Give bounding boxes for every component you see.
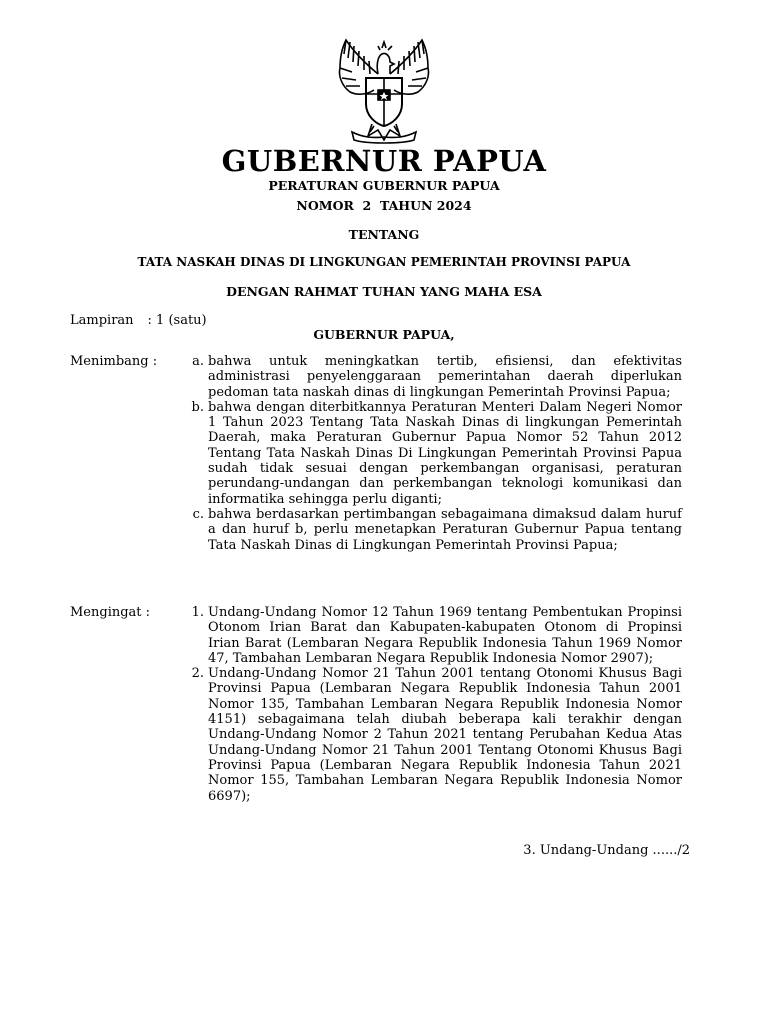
list-item: [178, 507, 682, 553]
item-marker: c.: [192, 506, 204, 522]
item-text: bahwa berdasarkan pertimbangan sebagaimana dimaksud dalam huruf a dan huruf b, perlu menetapkan Peraturan Gubernur Papua tentang Tata Naskah Dinas di Lingkungan Pemerintah Provinsi Papua;: [208, 506, 682, 553]
mengingat-list: [178, 605, 682, 804]
list-item: [178, 354, 682, 400]
item-marker: b.: [191, 399, 204, 415]
menimbang-list: [178, 354, 682, 553]
item-text: bahwa dengan diterbitkannya Peraturan Menteri Dalam Negeri Nomor 1 Tahun 2023 Tentang Tata Naskah Dinas di lingkungan Pemerintah Daerah, maka Peraturan Gubernur Papua Nomor 52 Tahun 2012 Tentang Tata Naskah Dinas Di Lingkungan Pemerintah Provinsi Papua sudah tidak sesuai dengan perkembangan organisasi, peraturan perundang-undangan dan perkembangan teknologi komunikasi dan informatika sehingga perlu diganti;: [208, 399, 682, 507]
attachment-line: [70, 313, 207, 328]
document-title: GUBERNUR PAPUA: [221, 144, 547, 178]
item-text: Undang-Undang Nomor 12 Tahun 1969 tentang Pembentukan Propinsi Otonom Irian Barat dan Kabupaten-kabupaten Otonom di Propinsi Irian Barat (Lembaran Negara Republik Indonesia Tahun 1969 Nomor 47, Tambahan Lembaran Negara Republik Indonesia Nomor 2907);: [208, 605, 682, 666]
regulation-subject: TATA NASKAH DINAS DI LINGKUNGAN PEMERINTAH PROVINSI PAPUA: [137, 255, 631, 269]
item-marker: 1.: [191, 605, 204, 620]
page-continuation: 3. Undang-Undang ....../2: [523, 843, 690, 858]
list-item: [178, 605, 682, 666]
attachment-label: Lampiran: [70, 313, 134, 328]
item-text: bahwa untuk meningkatkan tertib, efisiensi, dan efektivitas administrasi penyelenggaraan pemerintahan daerah diperlukan pedoman tata naskah dinas di lingkungan Pemerintah Provinsi Papua;: [208, 354, 682, 400]
item-marker: 2.: [191, 666, 204, 682]
governor-heading: GUBERNUR PAPUA,: [313, 327, 455, 342]
item-marker: a.: [192, 354, 204, 369]
menimbang-label: Menimbang :: [70, 354, 158, 369]
regulation-number: NOMOR 2 TAHUN 2024: [296, 198, 472, 213]
regulation-type: PERATURAN GUBERNUR PAPUA: [268, 178, 500, 193]
mengingat-label: Mengingat :: [70, 605, 151, 620]
attachment-value: : 1 (satu): [147, 313, 207, 328]
about-heading: TENTANG: [348, 227, 420, 242]
blessing-line: DENGAN RAHMAT TUHAN YANG MAHA ESA: [226, 284, 542, 299]
list-item: [178, 666, 682, 804]
list-item: [178, 400, 682, 507]
item-text: Undang-Undang Nomor 21 Tahun 2001 tentang Otonomi Khusus Bagi Provinsi Papua (Lembaran Negara Republik Indonesia Tahun 2001 Nomor 135, Tambahan Lembaran Negara Republik Indonesia Nomor 4151) sebagaimana telah diubah beberapa kali terakhir dengan Undang-Undang Nomor 2 Tahun 2021 tentang Perubahan Kedua Atas Undang-Undang Nomor 21 Tahun 2001 Tentang Otonomi Khusus Bagi Provinsi Papua (Lembaran Negara Republik Indonesia Tahun 2021 Nomor 155, Tambahan Lembaran Negara Republik Indonesia Nomor 6697);: [208, 666, 682, 804]
garuda-emblem-icon: [316, 34, 452, 146]
